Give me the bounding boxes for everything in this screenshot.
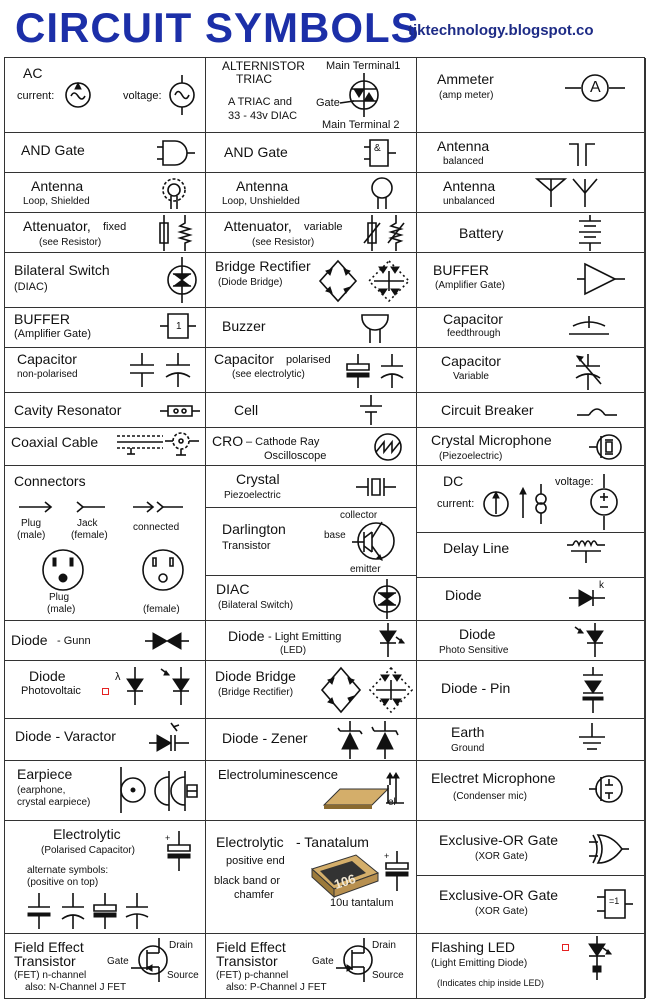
label-fet-n-2: Transistor [14,953,76,969]
electrolytic-alt-icon-3 [91,893,119,929]
xor-gate-icon [589,833,629,865]
label-base: base [324,530,346,541]
label-antenna-ls: Antenna [31,178,84,194]
label-electrolytic-alt1: alternate symbols: [27,865,109,876]
label-delay: Delay Line [443,540,510,556]
label-xor-1-sub: (XOR Gate) [475,851,528,862]
label-triac: TRIAC [236,72,272,86]
diode-bridge-icon-2 [368,666,414,714]
capacitor-polarised-icon-1 [344,354,372,388]
battery-icon [575,215,605,251]
label-att-fixed: Attenuator, [23,218,91,234]
coaxial-cable-icon-1 [117,432,163,456]
cell-and-gate-1 [5,133,206,173]
plug-male-icon [19,500,53,514]
label-antenna-unbalanced: Antenna [443,178,496,194]
label-cap-np-sub: non-polarised [17,369,78,380]
label-cap-var-sub: Variable [453,371,489,382]
dc-current-icon [481,486,511,522]
label-electrolytic-alt2: (positive on top) [27,877,99,888]
label-tantalum-band1: black band or [214,875,281,887]
label-photo-sens: Diode [459,626,496,642]
cell-diode-pin [417,661,646,719]
label-fet-p-2: Transistor [216,953,278,969]
label-zener: Diode - Zener [222,730,308,746]
photovoltaic-lambda: λ [115,671,121,683]
cell-diode-led [206,621,417,661]
label-xor-2: Exclusive-OR Gate [439,887,559,903]
label-cro-2: – Cathode Ray [246,436,320,448]
cell-alternistor [206,58,417,133]
crystal-icon [356,474,396,500]
label-ammeter: Ammeter [437,71,494,87]
buffer-icon [577,262,627,296]
label-cap-var: Capacitor [441,353,501,369]
page-title: CIRCUIT SYMBOLS [15,4,420,51]
cell-fet-n [5,934,206,998]
label-cap-pol-sub: (see electrolytic) [232,369,305,380]
label-bridge-sub: (Diode Bridge) [218,277,283,288]
capacitor-np-icon-1 [127,353,157,387]
cell-buffer-1 [417,253,646,308]
cell-diac [206,576,417,621]
antenna-loop-shielded-icon [157,176,191,210]
label-tantalum-value: 10u tantalum [330,897,394,909]
label-fet-n-drain: Drain [169,940,193,951]
coaxial-cable-icon-2 [165,431,201,459]
label-varactor: Diode - Varactor [15,728,116,744]
label-led: Diode [228,628,265,644]
buffer-one: 1 [176,321,182,332]
label-bilateral-sub: (DIAC) [14,281,48,293]
label-fet-p-gate: Gate [312,956,334,967]
cell-ac [5,58,206,133]
label-photo-sens-sub: Photo Sensitive [439,645,509,656]
label-ac-voltage: voltage: [123,90,162,102]
label-electrolytic-sub: (Polarised Capacitor) [41,845,135,856]
cell-earpiece [5,761,206,821]
flash-red-marker [562,944,569,951]
cell-antenna-loop-shielded [5,173,206,213]
mains-socket-female-icon [141,548,185,592]
label-buffer-2-sub: (Amplifier Gate) [14,328,92,340]
antenna-balanced-icon [567,140,597,168]
label-flash-note: (Indicates chip inside LED) [437,978,545,988]
photovoltaic-icon-1 [125,667,149,707]
cell-capacitor-variable [417,348,646,393]
label-ammeter-sub: (amp meter) [439,90,494,101]
capacitor-polarised-icon-2 [378,354,406,388]
label-bilateral: Bilateral Switch [14,262,110,278]
label-cap-pol: Capacitor [214,351,274,367]
label-cro-sub: Oscilloscope [264,450,327,462]
cell-delay-line [417,533,646,578]
label-cap-pol-2: polarised [286,354,331,366]
photovoltaic-red-marker [102,688,109,695]
label-dc-voltage: voltage: [555,476,594,488]
bridge-rectifier-icon-2 [366,259,412,303]
cell-bilateral-switch [5,253,206,308]
label-fet-p-also: also: P-Channel J FET [226,982,327,993]
label-plug-male: (male) [17,530,46,541]
diode-gunn-icon [145,629,189,653]
cell-crystal-microphone [417,428,646,466]
label-buzzer: Buzzer [222,318,266,334]
label-coax: Coaxial Cable [11,434,99,450]
cell-circuit-breaker [417,393,646,428]
label-pin: Diode - Pin [441,680,511,696]
label-socket-female: (female) [143,604,180,615]
label-antenna-lu-sub: Loop, Unshielded [222,196,300,207]
label-diode-bridge-sub: (Bridge Rectifier) [218,687,294,698]
label-electrolytic: Electrolytic [53,826,121,842]
triac-icon [346,73,382,117]
electrolytic-alt-icon-2 [59,893,87,929]
cell-diode [417,578,646,621]
attenuator-fixed-icon [157,215,197,251]
cell-fet-p [206,934,417,998]
label-jack: Jack [77,518,98,529]
label-xor-1: Exclusive-OR Gate [439,832,559,848]
label-diode-bridge: Diode Bridge [215,668,296,684]
cell-crystal [206,466,417,508]
circuit-breaker-icon [577,401,617,421]
diode-pin-icon [581,667,605,713]
label-att-var: Attenuator, [224,218,292,234]
delay-line-icon [567,535,607,565]
label-cap-np: Capacitor [17,351,77,367]
label-antenna-balanced-sub: balanced [443,156,484,167]
label-collector: collector [340,510,378,521]
earpiece-icon-3 [177,771,201,811]
label-cap-feed-sub: feedthrough [447,328,501,339]
electret-microphone-icon [589,771,629,807]
label-att-var-sub: (see Resistor) [252,237,315,248]
label-photovoltaic: Diode [29,668,66,684]
fet-n-channel-icon [131,938,171,982]
label-earth-sub: Ground [451,743,485,754]
dc-current-source-icon [517,484,551,524]
crystal-microphone-icon [589,430,629,464]
cell-buffer-2 [5,308,206,348]
bridge-rectifier-icon-1 [318,259,358,303]
symbol-chart [4,57,645,999]
label-flash: Flashing LED [431,939,516,955]
label-and-gate-2: AND Gate [224,144,288,160]
cell-tantalum [206,821,417,934]
label-earpiece: Earpiece [17,766,73,782]
cell-and-gate-2 [206,133,417,173]
zener-icon-2 [372,721,398,759]
electroluminescent-panel-icon [324,787,390,811]
label-antenna-balanced: Antenna [437,138,490,154]
label-electret: Electret Microphone [431,770,556,786]
cell-xor-gate-1 [417,821,646,876]
xor-eq1: =1 [609,896,620,906]
photodiode-icon [573,623,609,659]
label-electrolum: Electroluminescence [218,767,338,782]
cell-icon [356,395,386,425]
and-gate-iec-icon [364,138,400,168]
cell-capacitor-nonpolarised [5,348,206,393]
label-earpiece-sub2: crystal earpiece) [17,797,91,808]
diode-k: k [599,580,604,591]
label-diode: Diode [445,587,482,603]
fet-p-channel-icon [336,938,376,982]
diode-bridge-icon-1 [320,666,362,714]
label-att-var-2: variable [304,221,343,233]
label-battery: Battery [459,225,504,241]
label-crystal-mic-sub: (Piezoelectric) [439,451,503,462]
label-led-2: - Light Emitting [268,631,342,643]
diac-icon [370,579,404,619]
cell-darlington [206,508,417,576]
label-triac-gate: Gate [316,97,340,109]
site-url: tjktechnology.blogspot.co [408,22,594,39]
ac-voltage-icon [167,75,197,115]
led-icon [374,623,408,659]
label-dc-current: current: [437,498,475,510]
cell-dc [417,466,646,533]
cell-diode-bridge [206,661,417,719]
cell-cell [206,393,417,428]
label-gunn-2: - Gunn [57,635,91,647]
label-alternistor-desc2: 33 - 43v DIAC [228,110,298,122]
label-and-gate-1: AND Gate [21,142,85,158]
label-gunn: Diode [11,632,48,648]
cro-icon [368,432,408,462]
label-dc: DC [443,473,464,489]
cell-ammeter [417,58,646,133]
label-antenna-lu: Antenna [236,178,289,194]
label-buffer-2: BUFFER [14,311,70,327]
label-fet-p-source: Source [372,970,404,981]
label-cap-feed: Capacitor [443,311,503,327]
label-alternistor-desc1: A TRIAC and [228,96,292,108]
label-bridge: Bridge Rectifier [215,258,311,274]
connected-icon [133,500,183,514]
label-diac-sub: (Bilateral Switch) [218,600,294,611]
cell-coaxial-cable [5,428,206,466]
earpiece-icon-2 [155,771,177,811]
tantalum-chip-marking: 106 [332,871,358,892]
cell-diode-zener [206,719,417,761]
label-jack-female: (female) [71,530,108,541]
label-fet-n-also: also: N-Channel J FET [25,982,127,993]
cell-buzzer [206,308,417,348]
cell-electret-microphone [417,761,646,821]
label-xor-2-sub: (XOR Gate) [475,906,528,917]
cell-bridge-rectifier [206,253,417,308]
flashing-led-icon [583,936,615,996]
label-cro: CRO [212,433,244,449]
label-plug-male-2: (male) [47,604,76,615]
attenuator-variable-icon [364,215,408,251]
cell-attenuator-variable [206,213,417,253]
zener-icon-1 [338,721,362,759]
capacitor-np-icon-2 [163,353,193,387]
cell-attenuator-fixed [5,213,206,253]
label-flash-sub: (Light Emitting Diode) [431,958,528,969]
label-earth: Earth [451,724,485,740]
label-breaker: Circuit Breaker [441,402,534,418]
cell-diode-photovoltaic [5,661,206,719]
label-crystal-mic: Crystal Microphone [431,432,552,448]
label-tantalum-pos: positive end [226,855,285,867]
page-header [0,0,648,56]
label-tantalum: Electrolytic [216,834,284,850]
antenna-loop-unshielded-icon [368,176,396,210]
label-cell: Cell [234,402,259,418]
label-earpiece-sub1: (earphone, [17,785,66,796]
label-fet-n: Field Effect [14,939,84,955]
label-fet-p-sub: (FET) p-channel [216,970,289,981]
label-el: el [388,797,396,808]
label-crystal: Crystal [236,471,280,487]
label-diac: DIAC [216,581,250,597]
darlington-icon [352,518,396,564]
capacitor-variable-icon [571,350,605,390]
cell-antenna-unbalanced [417,173,646,213]
cell-xor-gate-2 [417,876,646,934]
diode-varactor-icon [149,723,193,757]
antenna-unbalanced-icon [535,177,601,209]
and-gate-icon [157,138,197,168]
cell-diode-gunn [5,621,206,661]
label-alternistor: ALTERNISTOR [222,59,305,73]
label-plug-2: Plug [49,592,70,603]
ac-current-icon [63,80,93,110]
earth-icon [577,723,607,757]
label-cavity: Cavity Resonator [14,402,122,418]
label-electret-sub: (Condenser mic) [453,791,527,802]
label-fet-n-source: Source [167,970,199,981]
label-crystal-sub: Piezoelectric [224,490,281,501]
label-antenna-ls-sub: Loop, Shielded [23,196,90,207]
label-mt1: Main Terminal1 [326,60,401,72]
label-buffer-1-sub: (Amplifier Gate) [435,280,506,291]
cell-capacitor-feedthrough [417,308,646,348]
label-photovoltaic-sub: Photovoltaic [21,685,81,697]
electrolytic-alt-icon-1 [25,893,53,929]
label-buffer-1: BUFFER [433,262,489,278]
label-fet-n-sub: (FET) n-channel [14,970,87,981]
label-fet-p: Field Effect [216,939,286,955]
label-connected: connected [133,522,180,533]
plus-sign: + [384,851,390,861]
label-plug: Plug [21,518,42,529]
label-ac: AC [23,65,43,81]
capacitor-feedthrough-icon [569,312,609,342]
electrolytic-icon [165,831,193,871]
label-fet-n-gate: Gate [107,956,129,967]
label-ac-current: current: [17,90,55,102]
cavity-resonator-icon [160,403,200,419]
label-att-fixed-2: fixed [103,221,127,233]
jack-female-icon [75,500,105,514]
cell-cro [206,428,417,466]
earpiece-icon-1 [117,767,149,813]
cell-connectors [5,466,206,621]
label-mt2: Main Terminal 2 [322,119,400,131]
cell-antenna-loop-unshielded [206,173,417,213]
cell-capacitor-polarised [206,348,417,393]
label-darlington-sub: Transistor [222,540,271,552]
label-emitter: emitter [350,564,381,575]
cell-battery [417,213,646,253]
cell-diode-photo [417,621,646,661]
cell-earth [417,719,646,761]
label-tantalum-2: - Tanatalum [296,834,369,850]
bilateral-switch-icon [165,257,199,303]
label-darlington: Darlington [222,521,286,537]
electrolytic-alt-icon-4 [123,893,151,929]
photovoltaic-icon-2 [161,667,195,707]
dc-voltage-icon [589,474,619,530]
cell-electroluminescence [206,761,417,821]
cell-cavity-resonator [5,393,206,428]
label-tantalum-band2: chamfer [234,889,274,901]
label-fet-p-drain: Drain [372,940,396,951]
label-connectors: Connectors [14,473,86,489]
buzzer-icon [360,311,390,345]
plus-sign: + [165,833,171,843]
cell-electrolytic [5,821,206,934]
tantalum-symbol-icon [384,851,410,891]
label-att-fixed-sub: (see Resistor) [39,237,102,248]
label-led-sub: (LED) [280,645,307,656]
cell-antenna-balanced [417,133,646,173]
cell-flashing-led [417,934,646,998]
and-gate-amp: & [374,143,381,154]
mains-plug-male-icon [41,548,85,592]
ammeter-letter: A [590,79,601,96]
label-antenna-unbalanced-sub: unbalanced [443,196,495,207]
cell-diode-varactor [5,719,206,761]
